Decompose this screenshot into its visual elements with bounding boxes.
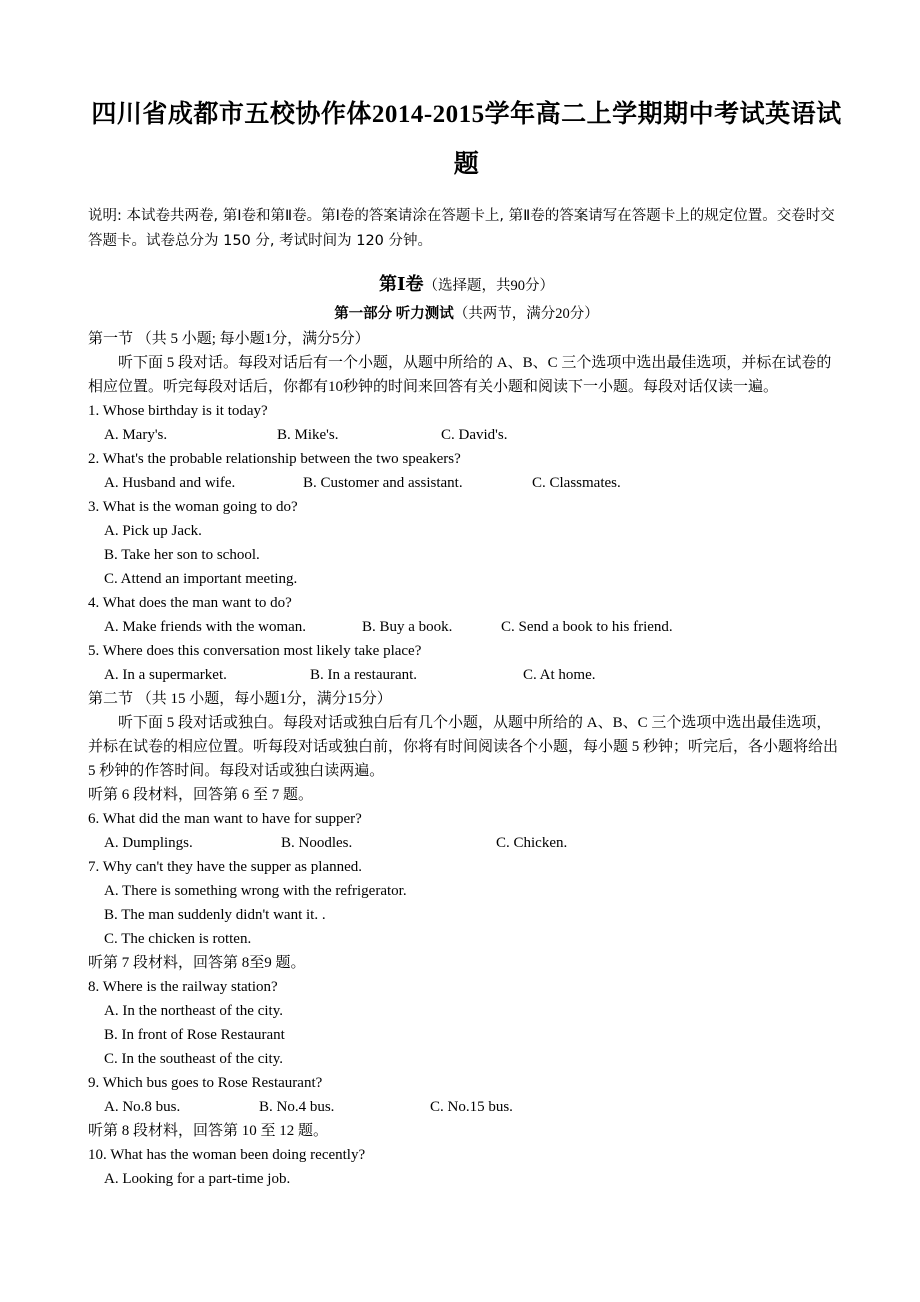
option-b[interactable]: B. Noodles.: [281, 835, 353, 851]
option-a[interactable]: A. In a supermarket.: [104, 667, 227, 683]
option-a[interactable]: A. Pick up Jack.: [104, 523, 202, 539]
option-a[interactable]: A. Make friends with the woman.: [104, 619, 307, 635]
question-options: [88, 615, 845, 639]
option-c[interactable]: C. Chicken.: [496, 835, 568, 851]
question-stem: 1. Whose birthday is it today?: [88, 403, 268, 419]
question-stem: 4. What does the man want to do?: [88, 595, 292, 611]
volume-subtitle: （选择题，共90分）: [423, 278, 554, 294]
question-options: [88, 471, 845, 495]
question-stem: 8. Where is the railway station?: [88, 979, 278, 995]
volume-label: 第Ⅰ卷: [379, 274, 424, 294]
title-line-1: 四川省成都市五校协作体2014-2015学年高二上学期期中考试英语试: [91, 101, 842, 128]
question-stem: 2. What's the probable relationship between the two speakers?: [88, 451, 461, 467]
option-b[interactable]: B. No.4 bus.: [259, 1099, 335, 1115]
option-a[interactable]: A. No.8 bus.: [104, 1099, 181, 1115]
option-b[interactable]: B. Customer and assistant.: [303, 475, 463, 491]
question-stem: 7. Why can't they have the supper as planned.: [88, 859, 363, 875]
part-label: 第一部分 听力测试: [334, 306, 454, 322]
option-a[interactable]: A. Looking for a part-time job.: [104, 1171, 291, 1187]
option-c[interactable]: C. At home.: [523, 667, 596, 683]
option-b[interactable]: B. In a restaurant.: [310, 667, 418, 683]
question-stem: 6. What did the man want to have for supper?: [88, 811, 362, 827]
option-b[interactable]: B. In front of Rose Restaurant: [104, 1027, 285, 1043]
question-options: [88, 831, 845, 855]
question-stem: 5. Where does this conversation most likely take place?: [88, 643, 422, 659]
option-c[interactable]: C. Classmates.: [532, 475, 621, 491]
option-c[interactable]: C. Send a book to his friend.: [501, 619, 673, 635]
section-1-header: 第一节 （共 5 小题; 每小题1分，满分5分）: [88, 331, 370, 347]
option-c[interactable]: C. In the southeast of the city.: [104, 1051, 283, 1067]
question-options: [88, 663, 845, 687]
exam-title: [88, 90, 845, 190]
material-8-note: 听第 8 段材料，回答第 10 至 12 题。: [88, 1123, 329, 1139]
option-b[interactable]: B. Buy a book.: [362, 619, 453, 635]
option-a[interactable]: A. There is something wrong with the refrigerator.: [104, 883, 407, 899]
option-a[interactable]: A. Mary's.: [104, 427, 168, 443]
material-6-note: 听第 6 段材料，回答第 6 至 7 题。: [88, 787, 314, 803]
section-2-instructions: 听下面 5 段对话或独白。每段对话或独白后有几个小题，从题中所给的 A、B、C 三个选项中选出最佳选项，并标在试卷的相应位置。听每段对话或独白前，你将有时间阅读各个小题，每小题 5 秒钟；听完后，各小题将给出 5 秒钟的作答时间。每段对话或独白读两遍。: [88, 715, 839, 779]
question-stem: 10. What has the woman been doing recently?: [88, 1147, 366, 1163]
option-c[interactable]: C. No.15 bus.: [430, 1099, 513, 1115]
option-c[interactable]: C. The chicken is rotten.: [104, 931, 252, 947]
question-options: [88, 1095, 845, 1119]
option-b[interactable]: B. The man suddenly didn't want it. .: [104, 907, 326, 923]
part-subtitle: （共两节，满分20分）: [453, 306, 599, 322]
title-line-2: 题: [453, 151, 480, 178]
question-stem: 9. Which bus goes to Rose Restaurant?: [88, 1075, 323, 1091]
volume-heading: [88, 269, 845, 301]
option-b[interactable]: B. Mike's.: [277, 427, 339, 443]
exam-instructions: 说明: 本试卷共两卷, 第Ⅰ卷和第Ⅱ卷。第Ⅰ卷的答案请涂在答题卡上, 第Ⅱ卷的答案请写在答题卡上的规定位置。交卷时交答题卡。试卷总分为 150 分, 考试时间为 120 分钟。: [88, 208, 835, 249]
part-heading: [88, 301, 845, 327]
option-c[interactable]: C. David's.: [441, 427, 508, 443]
option-a[interactable]: A. Dumplings.: [104, 835, 193, 851]
option-b[interactable]: B. Take her son to school.: [104, 547, 260, 563]
question-stem: 3. What is the woman going to do?: [88, 499, 298, 515]
section-1-instructions: 听下面 5 段对话。每段对话后有一个小题，从题中所给的 A、B、C 三个选项中选出最佳选项，并标在试卷的相应位置。听完每段对话后，你都有10秒钟的时间来回答有关小题和阅读下一小题。每段对话仅读一遍。: [88, 355, 832, 395]
option-a[interactable]: A. In the northeast of the city.: [104, 1003, 283, 1019]
option-a[interactable]: A. Husband and wife.: [104, 475, 236, 491]
question-options: [88, 423, 845, 447]
option-c[interactable]: C. Attend an important meeting.: [104, 571, 298, 587]
material-7-note: 听第 7 段材料，回答第 8至9 题。: [88, 955, 306, 971]
section-2-header: 第二节 （共 15 小题，每小题1分，满分15分）: [88, 691, 392, 707]
